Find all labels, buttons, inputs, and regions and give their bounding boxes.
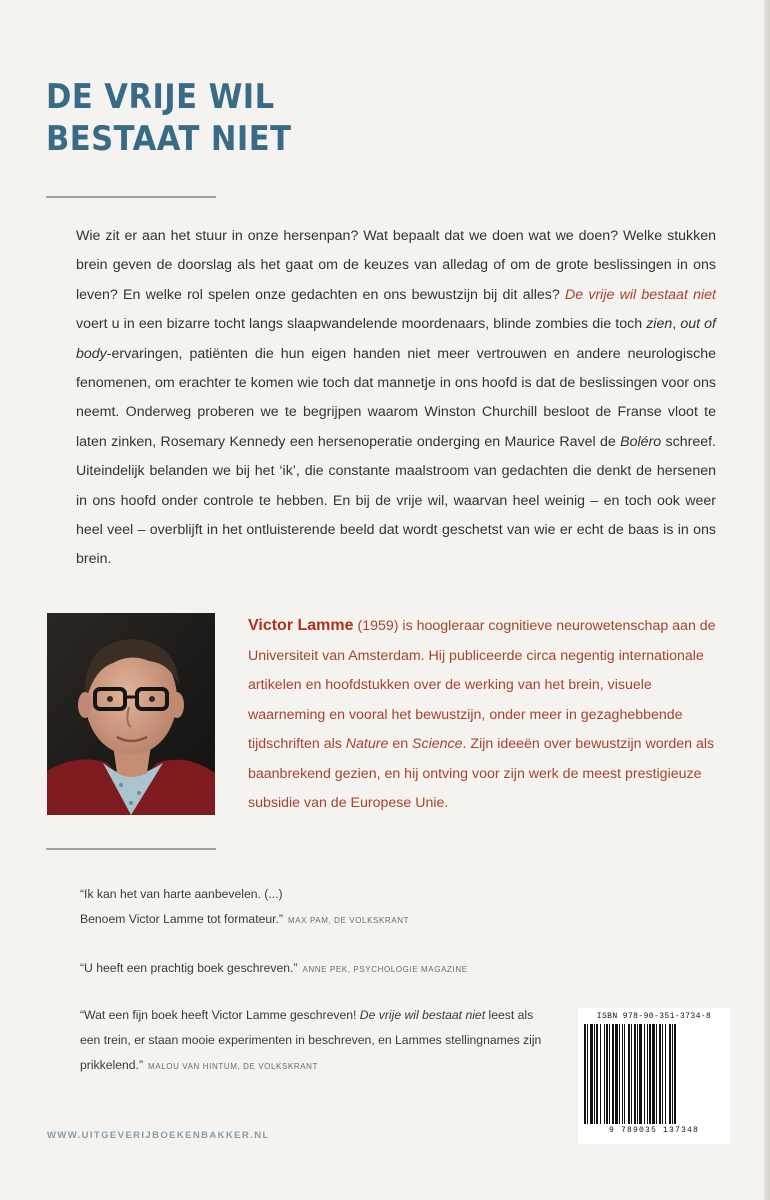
bio-text: . Zijn ideeën over bewustzijn worden als baanbrekend gezien, en hij ontving voor zijn werk de meest prestigieuze subsidie van de Europese Unie. — [248, 736, 715, 811]
book-title-line-1: DE VRIJE WIL — [46, 77, 275, 117]
blurb-em-zien: zien — [646, 316, 673, 333]
review-quote-1 — [80, 882, 550, 933]
divider-top — [46, 196, 216, 198]
barcode-bar — [631, 1024, 632, 1124]
author-portrait-image — [47, 613, 215, 815]
barcode-bar — [649, 1024, 651, 1124]
barcode-bar — [587, 1024, 588, 1124]
barcode-bar — [600, 1024, 601, 1124]
barcode-bar — [662, 1024, 663, 1124]
cover-edge — [764, 0, 770, 1200]
author-name: Victor Lamme — [248, 617, 354, 634]
blurb-book-title: De vrije wil bestaat niet — [565, 286, 716, 303]
barcode-bar — [639, 1024, 642, 1124]
blurb-text: -ervaringen, patiënten die hun eigen handen niet meer vertrouwen en andere neurologische fenomenen, om erachter te komen wie toch dat mannetje in ons hoofd is dat de beslissingen voor ons neemt. Onderweg proberen we te begrijpen waarom Winston Churchill besloot de Franse vloot te laten zinken, Rosemary Kennedy een hersenoperatie onderging en Maurice Ravel de — [76, 345, 716, 450]
barcode-bar — [606, 1024, 608, 1124]
barcode-bar — [647, 1024, 648, 1124]
book-title — [46, 76, 291, 160]
quote-1-source: MAX PAM, DE VOLKSKRANT — [288, 916, 410, 925]
quote-2-source: ANNE PEK, PSYCHOLOGIE MAGAZINE — [302, 965, 468, 974]
barcode-bar — [624, 1024, 625, 1124]
barcode-bar — [609, 1024, 610, 1124]
barcode-bar — [619, 1024, 620, 1124]
author-photo — [47, 613, 215, 815]
blurb-em-out-of-body: out of body — [76, 316, 716, 362]
barcode-bar — [669, 1024, 671, 1124]
isbn-barcode — [578, 1008, 730, 1144]
quote-1-line-2: Benoem Victor Lamme tot formateur.” — [80, 912, 283, 926]
blurb-text: voert u in een bizarre tocht langs slaapwandelende moordenaars, blinde zombies die toch — [76, 316, 647, 333]
barcode-bar — [622, 1024, 623, 1124]
ean-number: 9 789035 137348 — [608, 1126, 699, 1135]
bio-text: en — [388, 736, 413, 752]
publisher-website: WWW.UITGEVERIJBOEKENBAKKER.NL — [47, 1130, 270, 1141]
barcode-bar — [590, 1024, 593, 1124]
isbn-number: ISBN 978-90-351-3734-8 — [596, 1012, 712, 1021]
barcode-bar — [596, 1024, 598, 1124]
book-blurb — [76, 222, 716, 575]
bio-em-nature: Nature — [345, 736, 389, 752]
quote-1-line-1: “Ik kan het van harte aanbevelen. (...) — [80, 887, 283, 901]
bio-text: (1959) is hoogleraar cognitieve neurowetenschap aan de Universiteit van Amsterdam. Hij publiceerde circa negentig internationale artikelen en hoofdstukken over de werking van het brein, visuele waarneming en vooral het bewustzijn, onder meer in gezaghebbende tijdschriften als — [248, 618, 716, 752]
author-bio — [248, 611, 724, 819]
quote-2-text: “U heeft een prachtig boek geschreven.” — [80, 961, 298, 975]
barcode-bar — [637, 1024, 638, 1124]
barcode-bar — [659, 1024, 661, 1124]
divider-bottom — [46, 848, 216, 850]
blurb-text: schreef. Uiteindelijk belanden we bij het ‘ik’, die constante maalstroom van gedachten die denkt de hersenen in ons hoofd onder controle te hebben. En bij de vrije wil, waarvan heel weinig – en toch ook weer heel veel – overblijft in het ontluisterende beeld dat wordt geschetst van wie er echt de baas is in ons brein. — [76, 433, 716, 568]
barcode-bar — [584, 1024, 586, 1124]
barcode-bar — [634, 1024, 636, 1124]
quote-3-text: leest als een trein, er staan mooie experimenten in beschreven, en Lammes stellingnames zijn prikkelend.” — [80, 1008, 542, 1072]
bio-em-science: Science — [412, 736, 463, 752]
blurb-em-bolero: Boléro — [620, 433, 662, 450]
barcode-bar — [674, 1024, 676, 1124]
barcode-bars — [578, 1008, 730, 1144]
barcode-bar — [628, 1024, 630, 1124]
barcode-bar — [665, 1024, 666, 1124]
barcode-bar — [652, 1024, 655, 1124]
quote-3-source: MALOU VAN HINTUM, DE VOLKSKRANT — [148, 1062, 319, 1071]
blurb-intro: Wie zit er aan het stuur in onze hersenpan? Wat bepaalt dat we doen wat we doen? Welke stukken brein geven de doorslag als het gaat om de keuzes van alledag of om de grote beslissingen in ons leven? En welke rol spelen onze gedachten en ons bewustzijn bij dit alles? — [76, 228, 716, 303]
blurb-text: , — [672, 316, 681, 333]
barcode-bar — [644, 1024, 645, 1124]
barcode-bar — [656, 1024, 657, 1124]
book-title-line-2: BESTAAT NIET — [46, 119, 292, 159]
barcode-bar — [615, 1024, 618, 1124]
barcode-bar — [612, 1024, 614, 1124]
review-quote-2 — [80, 956, 550, 982]
barcode-bar — [594, 1024, 595, 1124]
barcode-bar — [604, 1024, 605, 1124]
quote-3-text: “Wat een fijn boek heeft Victor Lamme geschreven! — [80, 1008, 360, 1022]
quote-3-book-title: De vrije wil bestaat niet — [359, 1008, 486, 1022]
barcode-bar — [672, 1024, 673, 1124]
review-quote-3 — [80, 1003, 550, 1079]
